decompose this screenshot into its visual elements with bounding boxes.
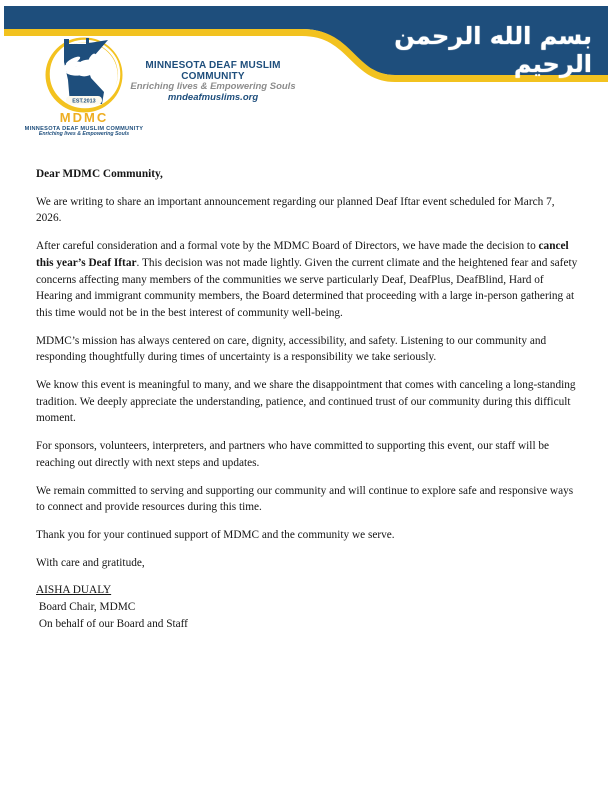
logo-text-block <box>0 111 168 138</box>
letter-closing: With care and gratitude, <box>36 556 145 569</box>
logo-tagline: Enriching lives & Empowering Souls <box>38 131 130 138</box>
paragraph-run: After careful consideration and a formal vote by the MDMC Board of Directors, we have made the decision to <box>36 240 539 253</box>
logo-acronym: MDMC <box>59 110 109 125</box>
signature-title: Board Chair, MDMC <box>36 601 136 614</box>
paragraph-run: We are writing to share an important announcement regarding our planned Deaf Iftar event scheduled for March 7, 2026. <box>36 195 555 225</box>
paragraph-run: Thank you for your continued support of MDMC and the community we serve. <box>36 528 395 541</box>
signature-name[interactable]: AISHA DUALY <box>36 584 112 597</box>
bismillah-calligraphy: بسم الله الرحمن الرحيم <box>394 22 592 78</box>
letter-paragraph <box>36 483 581 516</box>
letter-paragraph <box>36 333 581 366</box>
paragraph-bold-run: cancel this year’s Deaf Iftar <box>36 240 569 269</box>
logo-org-name: MINNESOTA DEAF MUSLIM COMMUNITY <box>24 125 144 132</box>
letter-paragraph <box>36 238 581 322</box>
letter-paragraphs <box>36 194 581 544</box>
paragraph-run: We remain committed to serving and supporting our community and will continue to explore safe and responsive ways to connect and provide resources during this time. <box>36 484 574 514</box>
letter-body <box>36 166 581 632</box>
mdmc-logo <box>34 34 134 112</box>
letter-paragraph <box>36 194 581 227</box>
paragraph-run: We know this event is meaningful to many, and we share the disappointment that comes with canceling a long-standing tradition. We deeply appreciate the understanding, patience, and continued trust of our community during this difficult moment. <box>36 379 576 425</box>
letter-paragraph <box>36 377 581 427</box>
brand-block <box>118 60 308 104</box>
letter-paragraph <box>36 438 581 471</box>
paragraph-run: MDMC’s mission has always centered on care, dignity, accessibility, and safety. Listening to our community and responding thoughtfully during times of uncertainty is a responsibility we take seriously. <box>36 334 547 364</box>
paragraph-run: . This decision was not made lightly. Given the current climate and the heightened fear and safety concerns affecting many members of the communities we serve particularly Deaf, DeafPlus, DeafBlind, Hard of Hearing and immigrant community members, the Board determined that proceeding with a large in-person gathering at this time would not be in the best interest of community well-being. <box>36 256 578 319</box>
logo-est-text: EST.2013 <box>72 98 96 105</box>
org-name: MINNESOTA DEAF MUSLIM COMMUNITY <box>145 60 281 83</box>
signature-note: On behalf of our Board and Staff <box>36 617 188 630</box>
org-tagline: Enriching lives & Empowering Souls <box>130 81 296 93</box>
letter-paragraph <box>36 527 581 544</box>
org-website-link[interactable]: mndeafmuslims.org <box>167 92 259 103</box>
paragraph-run: For sponsors, volunteers, interpreters, and partners who have committed to supporting this event, our staff will be reaching out directly with next steps and updates. <box>36 440 550 469</box>
letter-salutation: Dear MDMC Community, <box>36 168 163 180</box>
